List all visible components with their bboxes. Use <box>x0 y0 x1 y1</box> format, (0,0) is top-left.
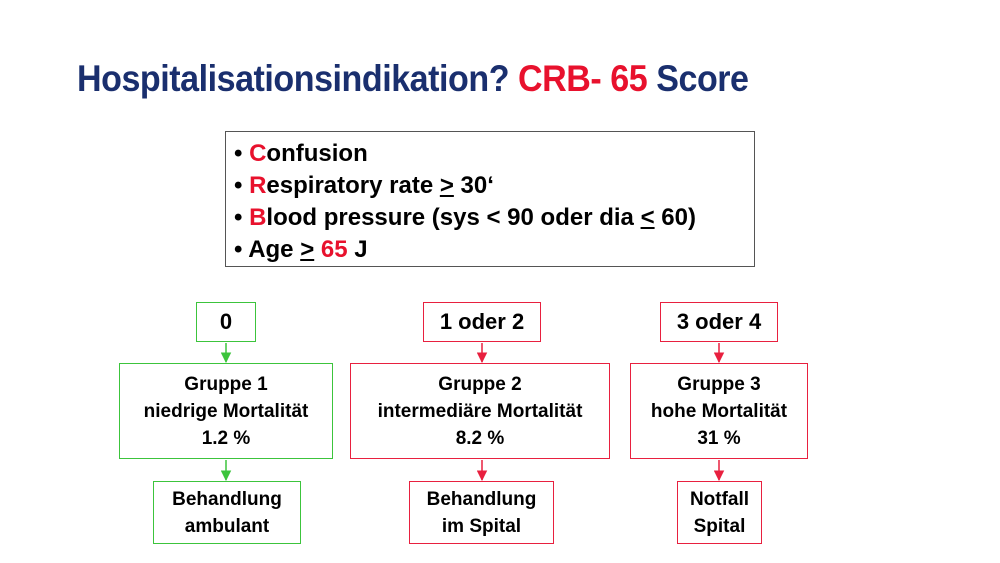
bullet: • <box>234 172 250 199</box>
outcome-line-2: im Spital <box>441 515 522 537</box>
bullet: • <box>234 140 250 167</box>
criterion-tail: 60) <box>654 204 696 231</box>
group-mortality: niedrige Mortalität <box>143 400 309 422</box>
criterion-tail: J <box>347 236 368 263</box>
criterion-letter-r: R <box>249 172 267 199</box>
ge-symbol: > <box>300 236 315 263</box>
score-box-0 <box>196 302 256 342</box>
group-mortality: hohe Mortalität <box>650 400 788 422</box>
criterion-letter-b: B <box>249 204 267 231</box>
group-box-2 <box>350 363 610 459</box>
group-box-1 <box>119 363 333 459</box>
criterion-age-number: 65 <box>320 236 348 263</box>
outcome-line-2: ambulant <box>184 515 270 537</box>
score-label: 1 oder 2 <box>439 309 525 334</box>
le-symbol: < <box>640 204 655 231</box>
bullet: • <box>234 204 250 231</box>
outcome-box-1 <box>153 481 301 544</box>
score-label: 3 oder 4 <box>676 309 762 334</box>
criterion-letter-c: C <box>249 140 267 167</box>
outcome-box-3 <box>677 481 762 544</box>
outcome-box-2 <box>409 481 554 544</box>
group-rate: 8.2 % <box>455 427 505 449</box>
group-name: Gruppe 1 <box>184 373 268 395</box>
outcome-line-1: Behandlung <box>172 488 282 510</box>
criterion-text: Age <box>248 236 301 263</box>
ge-symbol: > <box>439 172 454 199</box>
criterion-text: lood pressure (sys < 90 oder dia <box>266 204 641 231</box>
group-rate: 1.2 % <box>201 427 251 449</box>
title-score-name: CRB- 65 <box>518 58 648 99</box>
score-box-3-or-4 <box>660 302 778 342</box>
outcome-line-2: Spital <box>693 515 746 537</box>
group-name: Gruppe 3 <box>677 373 761 395</box>
score-box-1-or-2 <box>423 302 541 342</box>
group-rate: 31 % <box>697 427 741 449</box>
criterion-tail: 30‘ <box>453 172 494 199</box>
group-name: Gruppe 2 <box>438 373 522 395</box>
criterion-text: espiratory rate <box>266 172 440 199</box>
score-label: 0 <box>219 309 233 334</box>
group-box-3 <box>630 363 808 459</box>
title-score-suffix: Score <box>647 58 749 99</box>
outcome-line-1: Behandlung <box>426 488 537 510</box>
title-main: Hospitalisationsindikation? <box>77 58 519 99</box>
group-mortality: intermediäre Mortalität <box>377 400 583 422</box>
criterion-text: onfusion <box>266 140 368 167</box>
bullet: • <box>234 236 249 263</box>
outcome-line-1: Notfall <box>689 488 750 510</box>
